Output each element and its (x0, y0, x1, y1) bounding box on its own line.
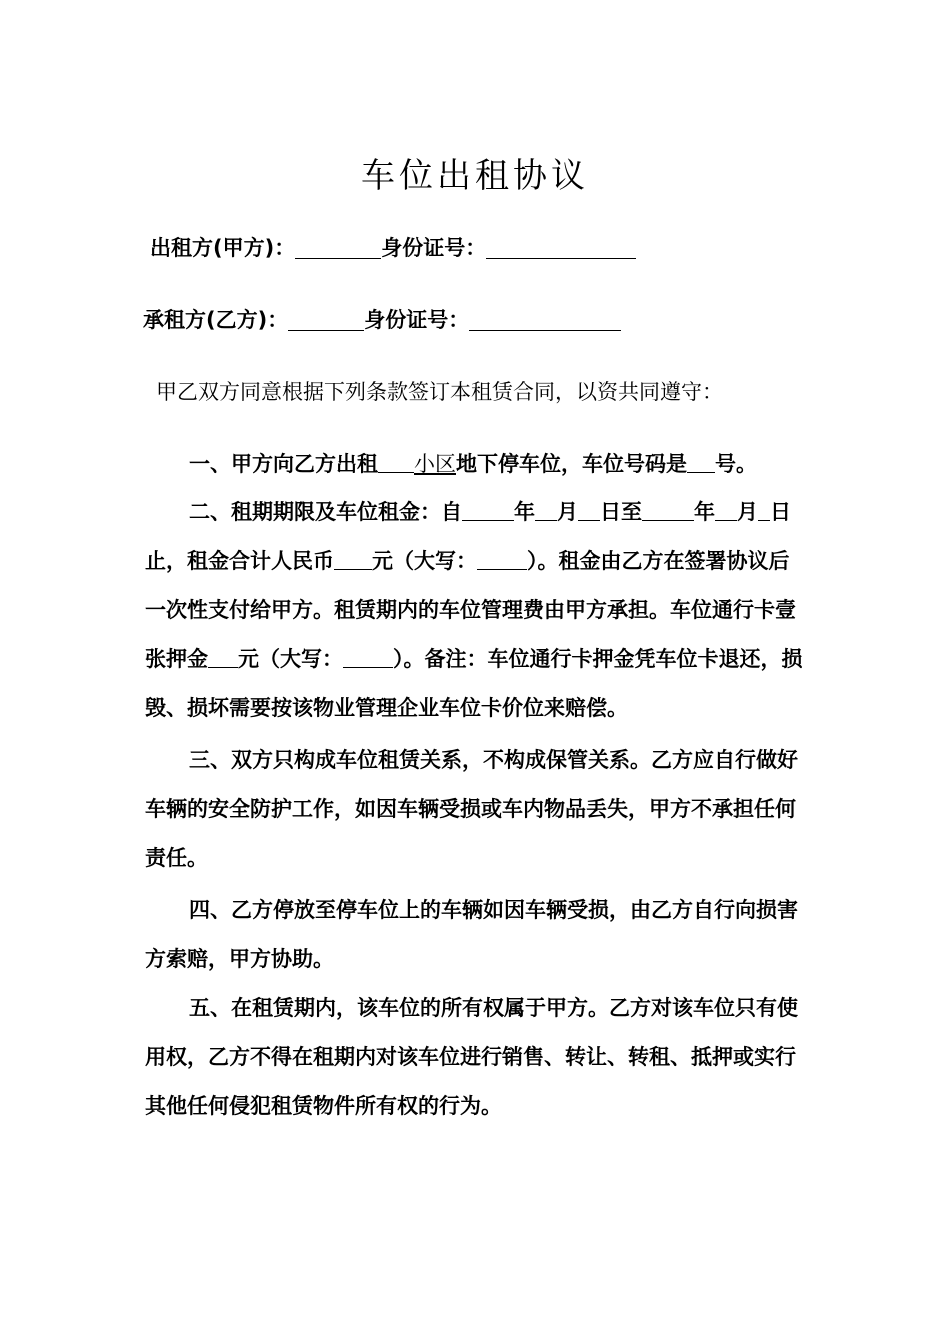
clause-2-text: 日止，租金合计人民币 (145, 500, 791, 573)
document-title: 车位出租协议 (361, 156, 589, 196)
intro-paragraph: 甲乙双方同意根据下列条款签订本租赁合同，以资共同遵守： (156, 380, 723, 404)
blank (208, 647, 238, 668)
blank (758, 500, 770, 521)
blank (462, 500, 514, 521)
party-b-id-blank (469, 308, 621, 331)
clause-5 (145, 984, 810, 1131)
clause-5-text: 五、在租赁期内，该车位的所有权属于甲方。乙方对该车位只有使用权，乙方不得在租期内对该车位进行销售、转让、转租、抵押或实行其他任何侵犯租赁物件所有权的行为。 (145, 996, 798, 1118)
clause-4 (145, 886, 810, 984)
party-a-id-label: 身份证号： (381, 236, 487, 260)
blank (343, 647, 393, 668)
clause-3 (145, 736, 810, 883)
party-a-name-blank (295, 236, 381, 259)
blank (687, 452, 715, 473)
blank (334, 549, 372, 570)
clause-1-text-c: 地下停车位，车位号码是 (456, 452, 687, 476)
party-b-label: 承租方(乙方)： (143, 308, 289, 332)
clause-2-text: 元（大写： (238, 647, 343, 671)
clause-4-text: 四、乙方停放至停车位上的车辆如因车辆受损，由乙方自行向损害方索赔，甲方协助。 (145, 898, 798, 971)
clause-2-text: ）。租金由乙方在签署协议后一次性支付给甲方。租赁期内的车位管理费由甲方承担。车位通行卡壹张押金 (145, 549, 796, 671)
clause-2-text: 月 (737, 500, 758, 524)
blank (535, 500, 557, 521)
blank (477, 549, 527, 570)
party-b-id-label: 身份证号： (364, 308, 470, 332)
party-a-line (150, 232, 636, 262)
clause-2-text: 日至 (600, 500, 642, 524)
clause-1-text-d: 号。 (715, 452, 757, 476)
party-a-id-blank (486, 236, 636, 259)
clause-1-text-a: 一、甲方向乙方出租 (189, 452, 378, 476)
blank (578, 500, 600, 521)
clause-2-text: 元（大写： (372, 549, 477, 573)
party-a-label: 出租方(甲方)： (150, 236, 296, 260)
clause-2-text: 年 (514, 500, 535, 524)
party-b-name-blank (288, 308, 364, 331)
clause-2-text: 二、租期期限及车位租金：自 (189, 500, 462, 524)
clause-2 (145, 488, 810, 733)
blank (642, 500, 694, 521)
party-b-line (143, 304, 621, 334)
clause-1-community: 小区 (414, 452, 456, 476)
blank (378, 452, 414, 473)
clause-2-text: 月 (557, 500, 578, 524)
clause-2-text: 年 (694, 500, 715, 524)
clause-3-text: 三、双方只构成车位租赁关系，不构成保管关系。乙方应自行做好车辆的安全防护工作，如因车辆受损或车内物品丢失，甲方不承担任何责任。 (145, 748, 798, 870)
blank (715, 500, 737, 521)
clause-1 (145, 440, 810, 489)
clause-2-text: ）。备注：车位通行卡押金凭车位卡退还，损毁、损坏需要按该物业管理企业车位卡价位来赔偿。 (145, 647, 803, 720)
